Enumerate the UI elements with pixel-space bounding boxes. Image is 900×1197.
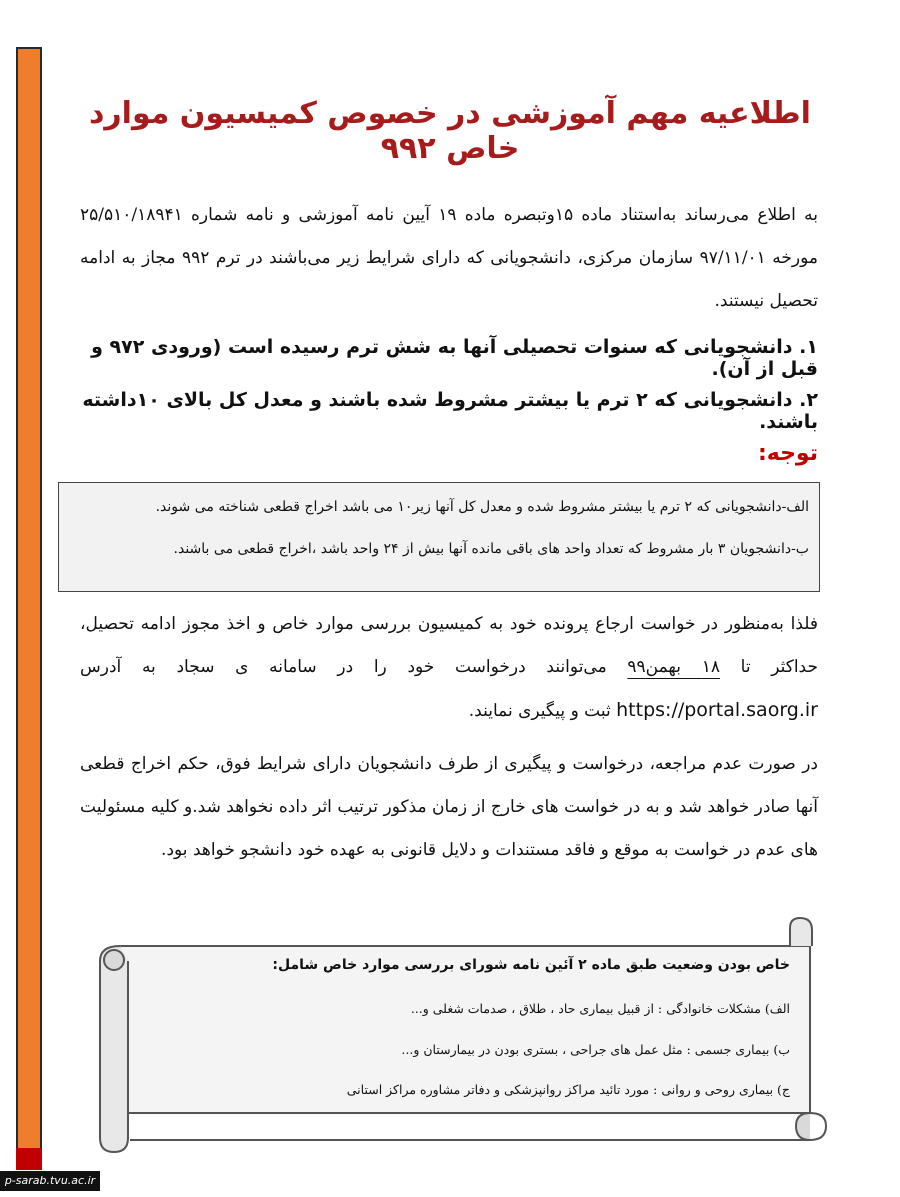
red-side-square <box>16 1148 42 1170</box>
request-paragraph <box>80 603 818 733</box>
deadline-date: ۱۸ بهمن۹۹ <box>627 657 720 677</box>
request-text-3: ثبت و پیگیری نمایند. <box>468 701 617 721</box>
warning-paragraph: در صورت عدم مراجعه، درخواست و پیگیری از طرف دانشجویان دارای شرایط فوق، حکم اخراج قطعی آنها صادر خواهد شد و به در خواست های خارج از زمان مذکور ترتیب اثر داده نخواهد شد.و کلیه مسئولیت های عدم در خواست به موقع و فاقد مستندات و دلایل قانونی به عهده خود دانشجو خواهد بود. <box>80 754 818 860</box>
request-text-2: می‌توانند درخواست خود را در سامانه ی سجاد به آدرس <box>80 657 628 677</box>
scroll-line-c: ج) بیماری روحی و روانی : مورد تائید مراکز روانپزشکی و دفاتر مشاوره مراکز استانی <box>346 1082 790 1097</box>
note-line-a: الف-دانشجویانی که ۲ ترم یا بیشتر مشروط شده و معدل کل آنها زیر۱۰ می باشد اخراج قطعی شناخته می شوند. <box>155 499 809 515</box>
request-text-1: فلذا به‌منظور در خواست ارجاع پرونده خود به کمیسیون بررسی موارد خاص و اخذ مجوز ادامه تحصیل، حداکثر تا <box>80 614 818 677</box>
scroll-line-a: الف) مشکلات خانوادگی : از قبیل بیماری حاد ، طلاق ، صدمات شغلی و... <box>410 1001 790 1016</box>
scroll-banner <box>90 916 830 1161</box>
condition-item-2: ۲. دانشجویانی که ۲ ترم یا بیشتر مشروط شده باشند و معدل کل بالای ۱۰داشته باشند. <box>82 389 818 433</box>
orange-side-bar <box>16 47 42 1154</box>
page-title: اطلاعیه مهم آموزشی در خصوص کمیسیون موارد خاص ۹۹۲ <box>89 96 811 166</box>
condition-item-1: ۱. دانشجویانی که سنوات تحصیلی آنها به شش ترم رسیده است (ورودی ۹۷۲ و قبل از آن). <box>91 336 818 380</box>
note-line-b: ب-دانشجویان ۳ بار مشروط که تعداد واحد های باقی مانده آنها بیش از ۲۴ واحد باشد ،اخراج قطعی می باشند. <box>173 541 809 557</box>
footer-site-url[interactable]: p-sarab.tvu.ac.ir <box>0 1171 100 1191</box>
portal-link[interactable]: https://portal.saorg.ir <box>616 699 818 721</box>
scroll-line-b: ب) بیماری جسمی : مثل عمل های جراحی ، بستری بودن در بیمارستان و... <box>401 1042 790 1057</box>
note-box <box>58 482 820 592</box>
note-label: توجه: <box>757 441 818 466</box>
intro-paragraph: به اطلاع می‌رساند به‌استناد ماده ۱۵وتبصره ماده ۱۹ آیین نامه آموزشی و نامه شماره ۲۵/۵۱۰/۱۸۹۴۱ مورخه ۹۷/۱۱/۰۱ سازمان مرکزی، دانشجویانی که دارای شرایط زیر می‌باشند در ترم ۹۹۲ مجاز به ادامه تحصیل نیستند. <box>80 205 818 311</box>
scroll-title: خاص بودن وضعیت طبق ماده ۲ آئین نامه شورای بررسی موارد خاص شامل: <box>272 957 790 973</box>
